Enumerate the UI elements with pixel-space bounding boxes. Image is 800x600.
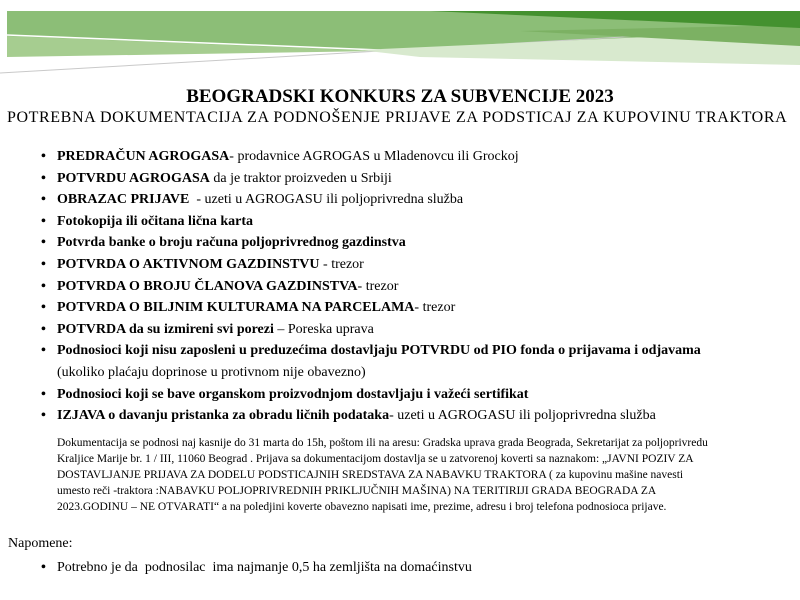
list-item-bold-text: Podnosioci koji se bave organskom proizvodnjom dostavljaju i važeći sertifikat [57, 386, 529, 402]
header-decoration [0, 0, 800, 85]
list-item [40, 557, 795, 578]
list-item-bold-text: IZJAVA o davanju pristanka za obradu ličnih podataka [57, 408, 390, 424]
list-item-bold-text: Potvrda banke o broju računa poljoprivrednog gazdinstva [57, 235, 406, 251]
submission-instructions [57, 435, 797, 515]
fineprint-line: DOSTAVLJANJE PRIJAVA ZA DODELU PODSTICAJNIH SREDSTAVA ZA NABAVKU TRAKTORA ( za kupovinu mašine navesti [57, 469, 684, 481]
list-item [40, 146, 795, 168]
list-item-bold-text: POTVRDA O AKTIVNOM GAZDINSTVU [57, 256, 320, 272]
list-item [40, 254, 795, 276]
fineprint-line: 2023.GODINU – NE OTVARATI“ a na poledjini koverte obavezno napisati ime, prezime, adresu i broj telefona podnosioca prijave. [57, 501, 667, 513]
fineprint-line: umesto reči -traktora :NABAVKU POLJOPRIVREDNIH PRIKLJUČNIH MAŠINA) NA TERITIRIJI GRADA BEOGRADA ZA [57, 485, 657, 497]
list-item-regular-text: - uzeti u AGROGASU ili poljoprivredna služba [389, 408, 656, 424]
list-item-regular-text: da je traktor proizveden u Srbiji [209, 170, 392, 186]
list-item-regular-text: - trezor [414, 300, 456, 316]
list-item [40, 211, 795, 233]
list-item-regular-text: - trezor [319, 256, 364, 272]
fineprint-line: Dokumentacija se podnosi naj kasnije do 31 marta do 15h, poštom ili na aresu: Gradska uprava grada Beograda, Sekretarijat za poljoprivredu [57, 437, 708, 449]
fineprint-line: Kraljice Marije br. 1 / III, 11060 Beograd . Prijava sa dokumentacijom dostavlja se u zatvorenoj koverti sa naznakom: „JAVNI POZIV ZA [57, 453, 694, 465]
list-item [40, 340, 795, 383]
list-item [40, 319, 795, 341]
page-title: BEOGRADSKI KONKURS ZA SUBVENCIJE 2023 [186, 86, 614, 107]
list-item-bold-text: Fotokopija ili očitana lična karta [57, 213, 253, 229]
list-item-bold-text: PREDRAČUN AGROGASA [57, 149, 230, 164]
list-item [40, 276, 795, 298]
list-item [40, 168, 795, 190]
list-item-bold-text: Podnosioci koji nisu zaposleni u preduzećima dostavljaju POTVRDU od PIO fonda o prijavama i odjavama [57, 343, 701, 359]
list-item [40, 232, 795, 254]
list-item-regular-text: - trezor [357, 278, 399, 294]
list-item-regular-text: – Poreska uprava [273, 321, 374, 337]
list-item [40, 384, 795, 406]
list-item-continuation: (ukoliko plaćaju doprinose u protivnom nije obavezno) [57, 364, 366, 380]
document-list [40, 146, 795, 427]
list-item-bold-text: POTVRDA da su izmireni svi porezi [57, 321, 274, 337]
page-subtitle: POTREBNA DOKUMENTACIJA ZA PODNOŠENJE PRIJAVE ZA PODSTICAJ ZA KUPOVINU TRAKTORA [7, 109, 788, 126]
list-item-bold-text: POTVRDA O BROJU ČLANOVA GAZDINSTVA [57, 278, 358, 294]
notes-list [40, 557, 795, 578]
note-text: Potrebno je da podnosilac ima najmanje 0,5 ha zemljišta na domaćinstvu [57, 560, 472, 575]
list-item-bold-text: POTVRDU AGROGASA [57, 170, 210, 186]
list-item [40, 297, 795, 319]
notes-heading: Napomene: [8, 536, 73, 551]
list-item-bold-text: OBRAZAC PRIJAVE [57, 192, 190, 208]
list-item-regular-text: - uzeti u AGROGASU ili poljoprivredna služba [189, 192, 464, 208]
list-item-bold-text: POTVRDA O BILJNIM KULTURAMA NA PARCELAMA [57, 300, 415, 316]
list-item [40, 405, 795, 427]
list-item [40, 189, 795, 211]
list-item-regular-text: - prodavnice AGROGAS u Mladenovcu ili Grockoj [229, 149, 519, 164]
